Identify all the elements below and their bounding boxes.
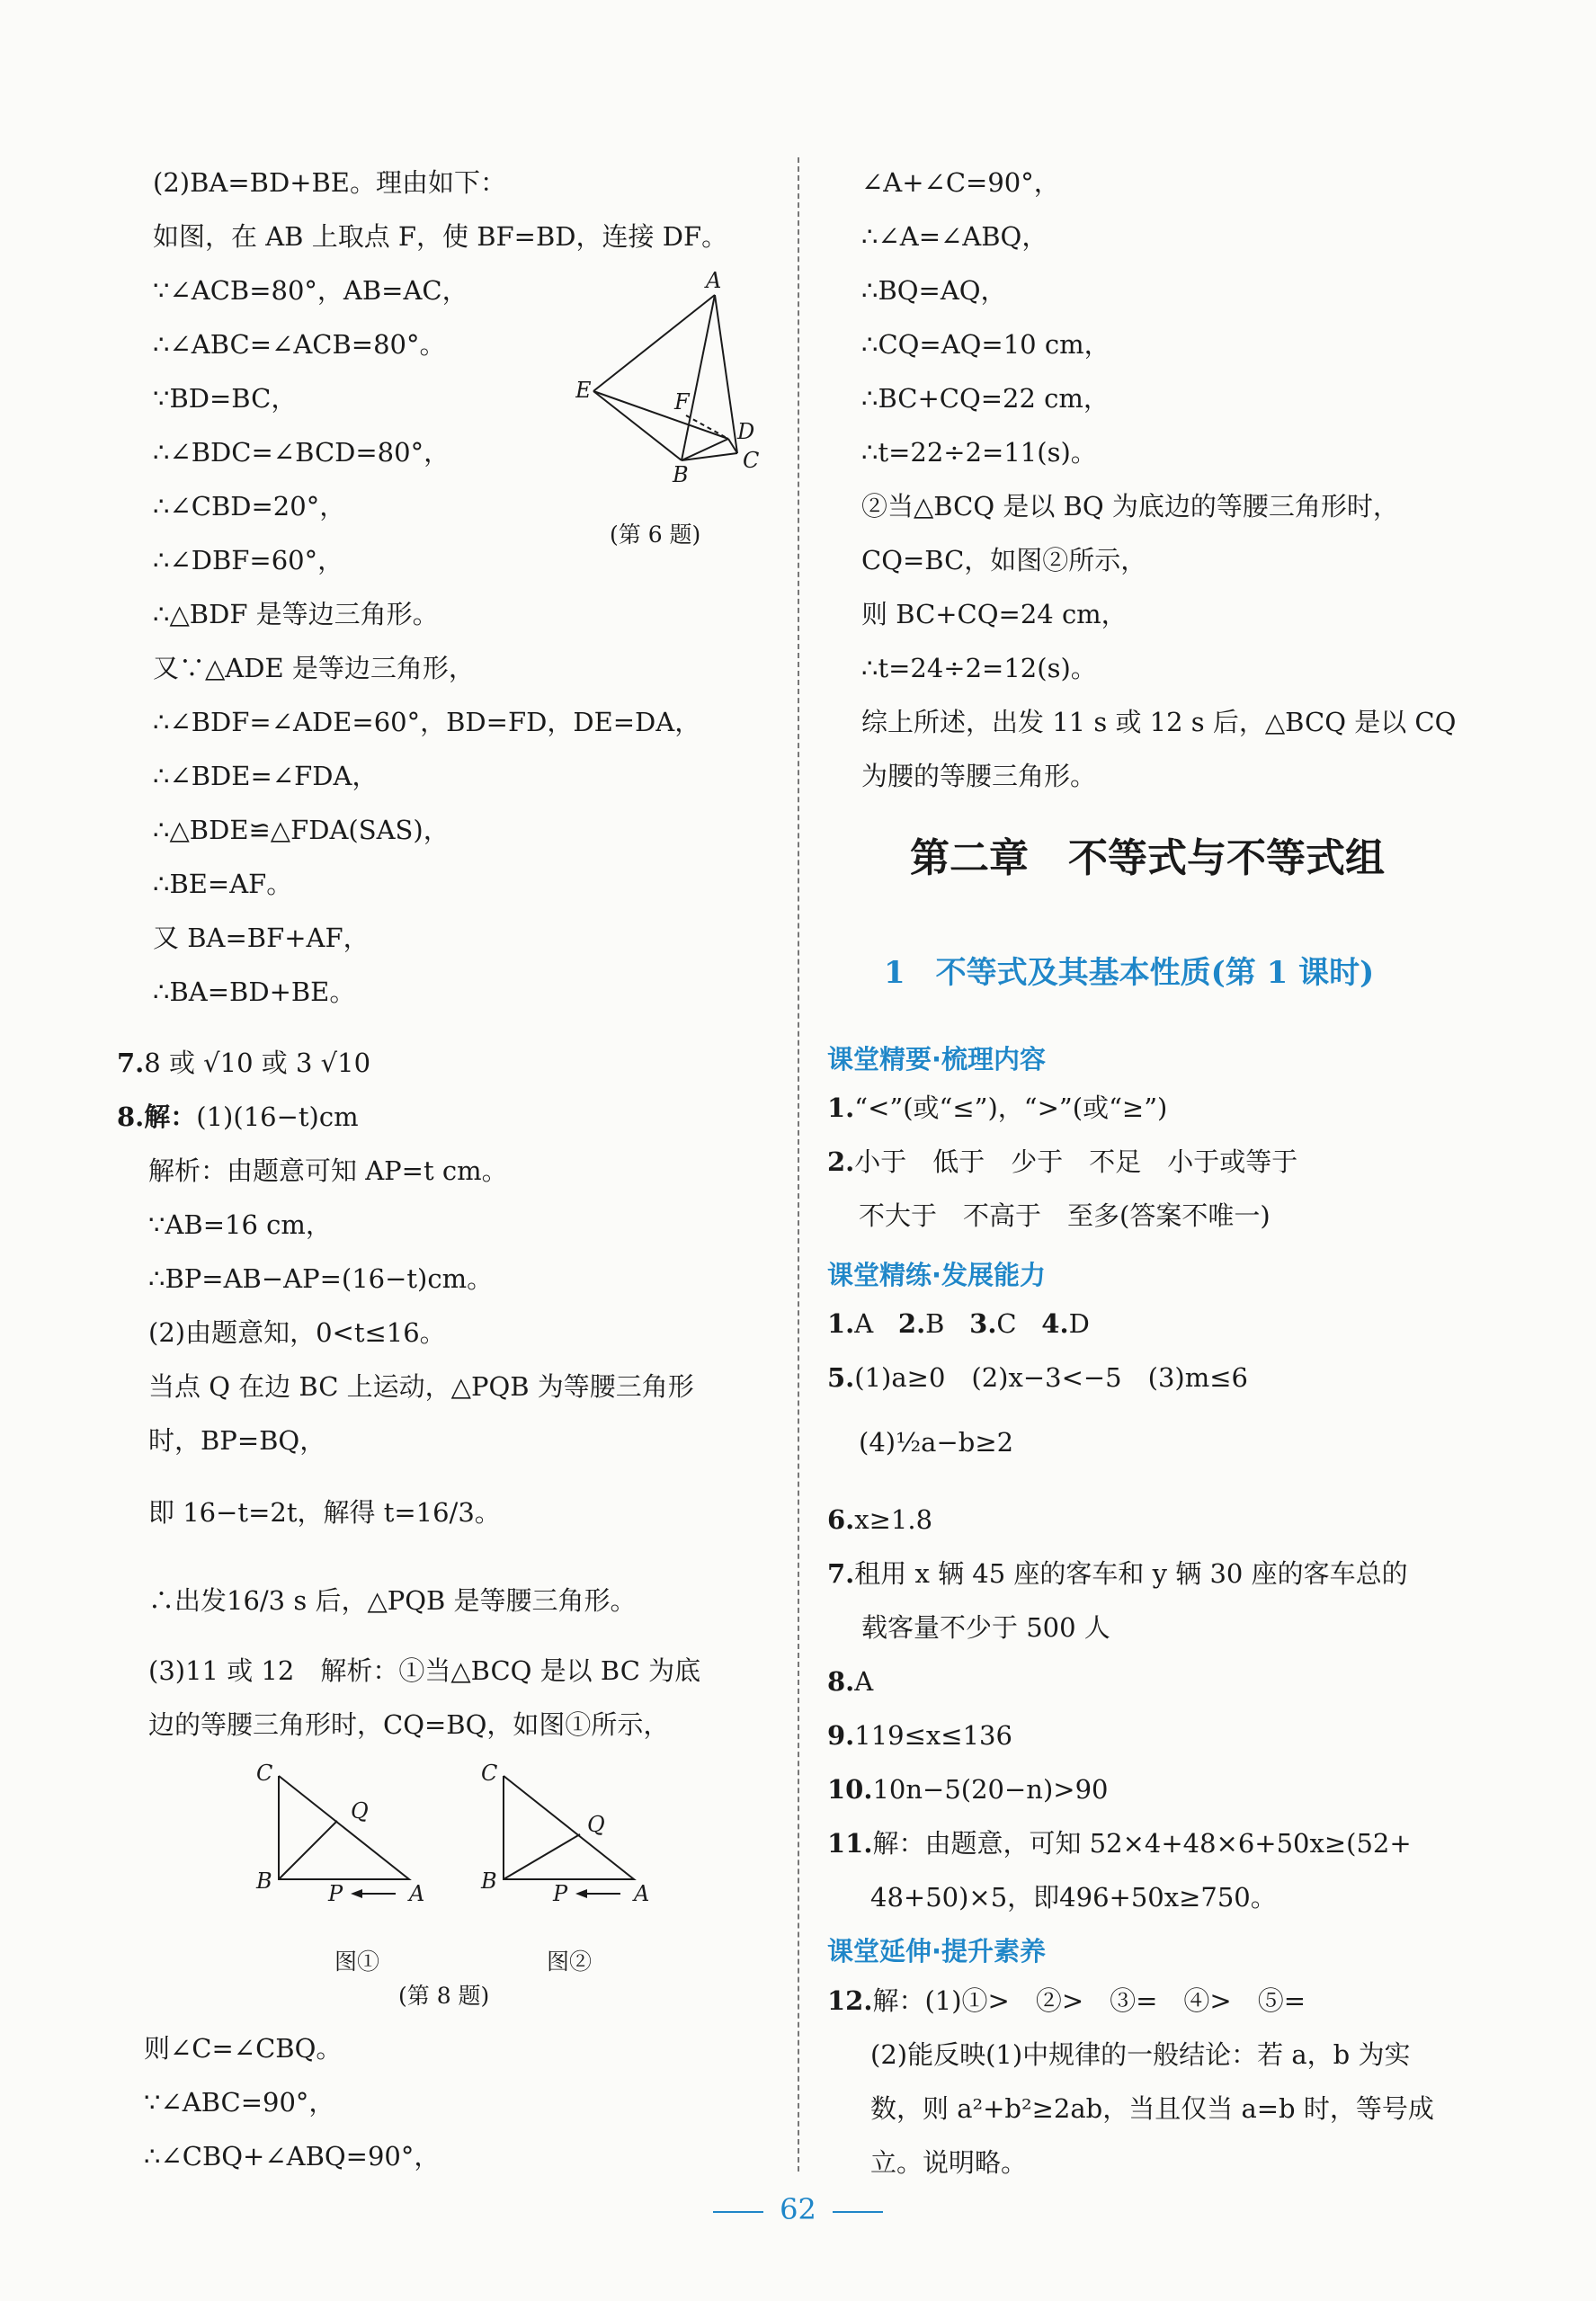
text-line: ∴∠CBQ+∠ABQ=90°， bbox=[144, 2141, 441, 2172]
question-number: 3. bbox=[969, 1308, 997, 1339]
text-line: ∵BD=BC， bbox=[153, 383, 298, 414]
section-heading: 课堂延伸·提升素养 bbox=[827, 1936, 1047, 1967]
text-line: (2)由题意知，0<t≤16。 bbox=[148, 1317, 446, 1348]
text-line: 当点 Q 在边 BC 上运动，△PQB 为等腰三角形 bbox=[148, 1371, 694, 1402]
fig8-label: B bbox=[256, 1868, 272, 1894]
answer-text: (1)a≥0 (2)x−3<−5 (3)m≤6 bbox=[854, 1362, 1248, 1393]
fig8-label: C bbox=[256, 1762, 273, 1786]
fig6-label: F bbox=[674, 389, 690, 415]
text-line: 不大于 不高于 至多(答案不唯一) bbox=[859, 1200, 1271, 1231]
text-line: 则∠C=∠CBQ。 bbox=[144, 2033, 343, 2064]
question-number: 1. bbox=[827, 1308, 855, 1339]
answer-text: 解：由题意，可知 52×4+48×6+50x≥(52+ bbox=[872, 1828, 1412, 1859]
question-number: 2. bbox=[827, 1146, 855, 1177]
answer-text: B bbox=[925, 1308, 945, 1339]
answer-text: x≥1.8 bbox=[854, 1504, 933, 1535]
section-heading: 课堂精练·发展能力 bbox=[827, 1260, 1047, 1290]
text-line: ∠A+∠C=90°， bbox=[861, 167, 1060, 198]
fig8-label: Q bbox=[587, 1812, 605, 1837]
text-line: 边的等腰三角形时，CQ=BQ，如图①所示， bbox=[148, 1709, 670, 1740]
fig8-label: A bbox=[634, 1881, 650, 1906]
question-number: 7. bbox=[117, 1048, 145, 1078]
text-line: (3)11 或 12 解析：①当△BCQ 是以 BC 为底 bbox=[148, 1655, 701, 1686]
answer-text: D bbox=[1068, 1308, 1090, 1339]
answer-text: 8 或 √10 或 3 √10 bbox=[144, 1048, 371, 1078]
question-number: 4. bbox=[1041, 1308, 1069, 1339]
answer-item bbox=[827, 1360, 1248, 1396]
fig8-label: B bbox=[481, 1868, 497, 1894]
text-line: ∵∠ABC=90°， bbox=[144, 2087, 335, 2118]
figure-8 bbox=[247, 1762, 670, 1915]
answer-text: 租用 x 辆 45 座的客车和 y 辆 30 座的客车总的 bbox=[854, 1558, 1408, 1589]
answer-text: “<”(或“≤”)，“>”(或“≥”) bbox=[854, 1093, 1168, 1123]
text-line: ∴∠CBD=20°， bbox=[153, 491, 346, 522]
figure-8-sub-caption: 图② bbox=[547, 1949, 593, 1975]
page-number-text: 62 bbox=[780, 2192, 816, 2226]
answer-item bbox=[827, 1717, 1012, 1753]
fig8-label: P bbox=[553, 1881, 568, 1906]
answer-text: A bbox=[854, 1308, 874, 1339]
page-number bbox=[0, 2192, 1596, 2226]
fig8-label: P bbox=[328, 1881, 343, 1906]
text-line: ∴t=24÷2=12(s)。 bbox=[861, 653, 1097, 683]
text-line: ∴∠BDF=∠ADE=60°，BD=FD，DE=DA， bbox=[153, 707, 701, 737]
text-line: ∴∠BDE=∠FDA， bbox=[153, 761, 379, 791]
question-number: 8. bbox=[117, 1101, 145, 1132]
text-line: ∴BE=AF。 bbox=[153, 869, 293, 899]
question-number: 12. bbox=[827, 1985, 873, 2016]
question-8 bbox=[117, 1099, 359, 1135]
fig8-label: Q bbox=[351, 1798, 369, 1824]
text-line: (2)BA=BD+BE。理由如下： bbox=[153, 167, 506, 198]
text-line: 如图，在 AB 上取点 F，使 BF=BD，连接 DF。 bbox=[153, 221, 728, 252]
text-line: CQ=BC，如图②所示， bbox=[861, 545, 1147, 575]
figure-6 bbox=[575, 270, 782, 486]
text-line: ∴t=22÷2=11(s)。 bbox=[861, 437, 1097, 468]
figure-8-caption: (第 8 题) bbox=[398, 1983, 490, 2009]
text-line: 为腰的等腰三角形。 bbox=[861, 761, 1097, 791]
answer-item bbox=[827, 1556, 1408, 1592]
answer-item bbox=[827, 1663, 873, 1699]
text-line: ∴BP=AB−AP=(16−t)cm。 bbox=[148, 1263, 494, 1294]
page-number-dash bbox=[713, 2211, 763, 2213]
text-line: 即 16−t=2t，解得 t=16/3。 bbox=[148, 1497, 501, 1528]
figure-6-caption: (第 6 题) bbox=[610, 522, 701, 548]
text-line: ∴出发16/3 s 后，△PQB 是等腰三角形。 bbox=[148, 1585, 637, 1616]
text-line: ∴∠A=∠ABQ， bbox=[861, 221, 1048, 252]
text-line: 时，BP=BQ， bbox=[148, 1425, 326, 1456]
question-number: 1. bbox=[827, 1093, 855, 1123]
question-number: 2. bbox=[897, 1308, 926, 1339]
answer-text: C bbox=[996, 1308, 1017, 1339]
text-line: ∴BC+CQ=22 cm， bbox=[861, 383, 1110, 414]
answer-text: 解：(1)①> ②> ③= ④> ⑤= bbox=[872, 1985, 1306, 2016]
text-line: ∵AB=16 cm， bbox=[148, 1209, 332, 1240]
figure-8-sub-caption: 图① bbox=[334, 1949, 380, 1975]
text-line: 立。说明略。 bbox=[870, 2147, 1028, 2178]
answers-row bbox=[827, 1306, 1090, 1342]
answer-item bbox=[827, 1771, 1109, 1807]
page-number-dash bbox=[833, 2211, 883, 2213]
chapter-title: 第二章 不等式与不等式组 bbox=[910, 835, 1385, 881]
solution-label: 解： bbox=[144, 1101, 197, 1132]
text-line: ∴△BDF 是等边三角形。 bbox=[153, 599, 439, 629]
question-number: 7. bbox=[827, 1558, 855, 1589]
text-line: 综上所述，出发 11 s 或 12 s 后，△BCQ 是以 CQ bbox=[861, 707, 1457, 737]
text-line: 载客量不少于 500 人 bbox=[861, 1612, 1110, 1643]
section-title: 1 不等式及其基本性质(第 1 课时) bbox=[884, 955, 1375, 991]
question-number: 8. bbox=[827, 1666, 855, 1697]
text-line: ∴CQ=AQ=10 cm， bbox=[861, 329, 1110, 360]
question-number: 11. bbox=[827, 1828, 873, 1859]
text-line: ∴∠BDC=∠BCD=80°， bbox=[153, 437, 450, 468]
text-line: 又 BA=BF+AF， bbox=[153, 923, 370, 953]
fig6-label: D bbox=[737, 419, 755, 444]
answer-text: 10n−5(20−n)>90 bbox=[872, 1774, 1109, 1805]
text-line: ∵∠ACB=80°，AB=AC， bbox=[153, 275, 468, 306]
question-number: 5. bbox=[827, 1362, 855, 1393]
text-line: 又∵△ADE 是等边三角形， bbox=[153, 653, 475, 683]
fig8-label: C bbox=[481, 1762, 498, 1786]
answer-item bbox=[827, 1825, 1412, 1861]
text-line: (2)能反映(1)中规律的一般结论：若 a，b 为实 bbox=[870, 2039, 1411, 2070]
text-line: (4)½a−b≥2 bbox=[859, 1427, 1014, 1458]
answer-item bbox=[827, 1983, 1306, 2019]
text-line: ∴△BDE≌△FDA(SAS)， bbox=[153, 815, 450, 845]
text-line: ②当△BCQ 是以 BQ 为底边的等腰三角形时， bbox=[861, 491, 1399, 522]
text-line: ∴∠ABC=∠ACB=80°。 bbox=[153, 329, 446, 360]
question-number: 9. bbox=[827, 1720, 855, 1751]
question-number: 6. bbox=[827, 1504, 855, 1535]
answer-item bbox=[827, 1144, 1297, 1180]
fig6-label: A bbox=[706, 270, 722, 293]
question-7 bbox=[117, 1045, 370, 1081]
question-number: 10. bbox=[827, 1774, 873, 1805]
fig6-label: E bbox=[575, 378, 592, 403]
fig8-label: A bbox=[409, 1881, 425, 1906]
text-line: 48+50)×5，即496+50x≥750。 bbox=[870, 1882, 1277, 1913]
text-line: ∴BA=BD+BE。 bbox=[153, 977, 356, 1007]
answer-item bbox=[827, 1090, 1167, 1126]
text-line: 则 BC+CQ=24 cm， bbox=[861, 599, 1128, 629]
answer-item bbox=[827, 1502, 932, 1538]
text-line: ∴∠DBF=60°， bbox=[153, 545, 344, 575]
answer-text: (1)(16−t)cm bbox=[196, 1101, 359, 1132]
column-divider bbox=[798, 157, 799, 2172]
answer-text: 119≤x≤136 bbox=[854, 1720, 1012, 1751]
answer-text: 小于 低于 少于 不足 小于或等于 bbox=[854, 1146, 1298, 1177]
text-line: ∴BQ=AQ， bbox=[861, 275, 1007, 306]
answer-text: A bbox=[854, 1666, 874, 1697]
text-line: 解析：由题意可知 AP=t cm。 bbox=[148, 1155, 508, 1186]
text-line: 数，则 a²+b²≥2ab，当且仅当 a=b 时，等号成 bbox=[870, 2093, 1434, 2124]
fig6-label: B bbox=[673, 462, 689, 486]
fig6-label: C bbox=[743, 448, 760, 473]
section-heading: 课堂精要·梳理内容 bbox=[827, 1044, 1047, 1075]
